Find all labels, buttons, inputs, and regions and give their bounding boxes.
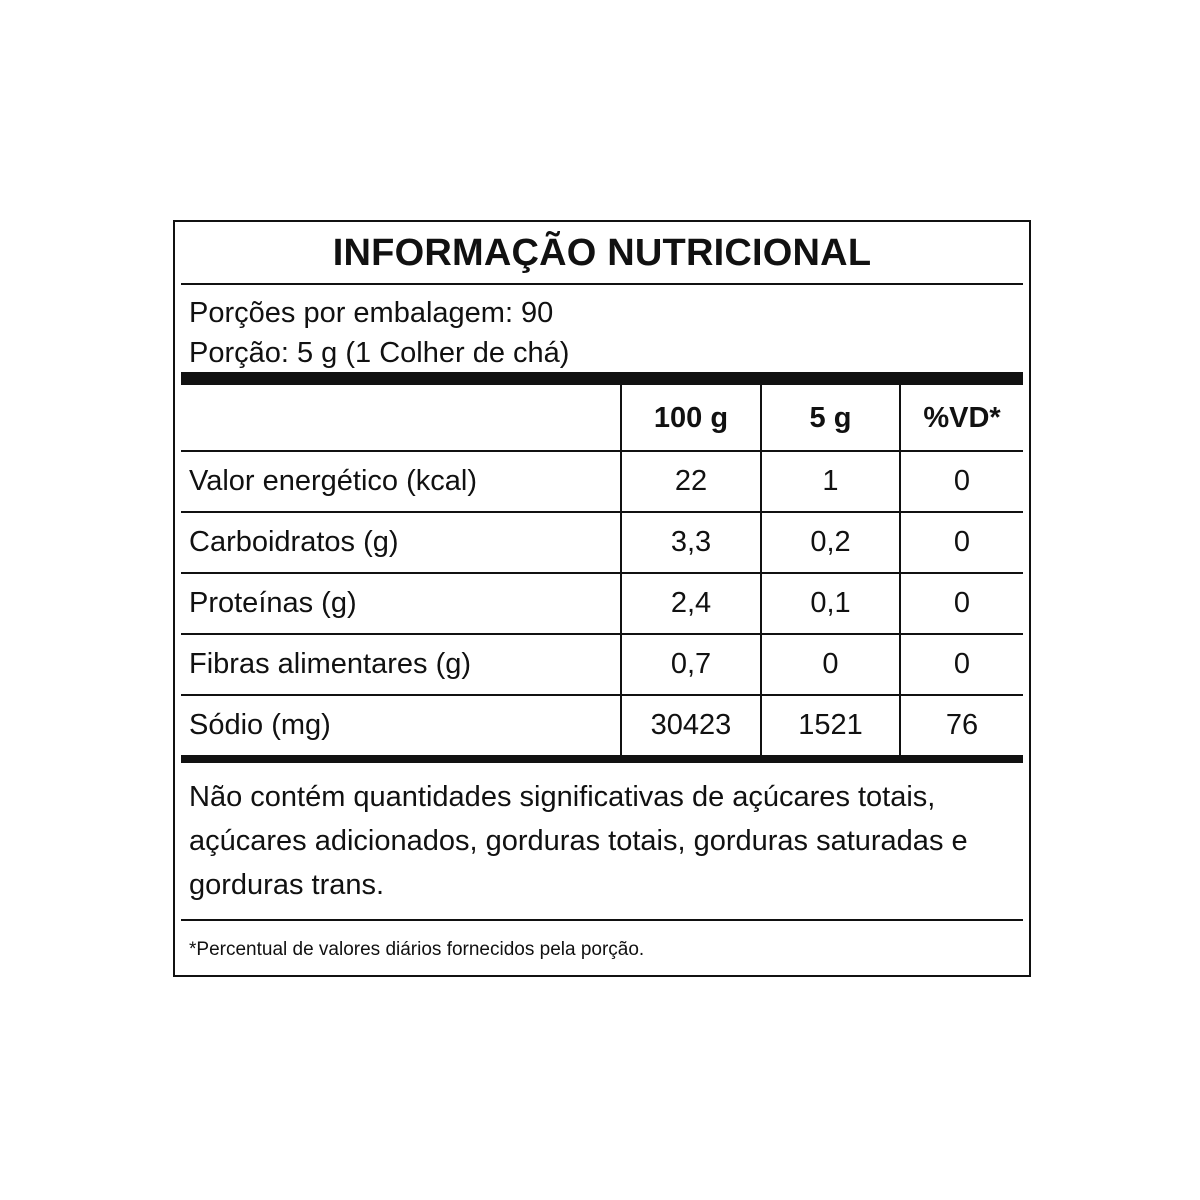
value-100g: 0,7 — [621, 634, 761, 695]
nutrient-name: Valor energético (kcal) — [181, 451, 621, 512]
value-5g: 1521 — [761, 695, 900, 755]
table-row — [181, 695, 1023, 755]
value-100g: 22 — [621, 451, 761, 512]
value-vd: 0 — [900, 512, 1023, 573]
value-vd: 0 — [900, 573, 1023, 634]
not-significant-note: Não contém quantidades significativas de açúcares totais, açúcares adicionados, gorduras totais, gorduras saturadas e gorduras trans. — [181, 763, 1023, 921]
value-vd: 76 — [900, 695, 1023, 755]
servings-per-package: Porções por embalagem: 90 — [189, 297, 554, 329]
table-row — [181, 573, 1023, 634]
value-100g: 2,4 — [621, 573, 761, 634]
nutrition-table — [181, 385, 1023, 755]
column-header-100g: 100 g — [621, 385, 761, 451]
label-title: INFORMAÇÃO NUTRICIONAL — [181, 222, 1023, 285]
value-vd: 0 — [900, 451, 1023, 512]
table-bottom-divider — [181, 755, 1023, 763]
value-5g: 1 — [761, 451, 900, 512]
value-5g: 0,1 — [761, 573, 900, 634]
table-row — [181, 451, 1023, 512]
value-100g: 30423 — [621, 695, 761, 755]
daily-value-footnote: *Percentual de valores diários fornecidos pela porção. — [189, 939, 645, 960]
column-header-vd: %VD* — [900, 385, 1023, 451]
nutrient-name: Fibras alimentares (g) — [181, 634, 621, 695]
value-5g: 0 — [761, 634, 900, 695]
table-header-row — [181, 385, 1023, 451]
thick-divider — [181, 372, 1023, 385]
value-vd: 0 — [900, 634, 1023, 695]
nutrient-name: Carboidratos (g) — [181, 512, 621, 573]
value-5g: 0,2 — [761, 512, 900, 573]
nutrition-facts-label — [173, 220, 1031, 977]
nutrient-name: Proteínas (g) — [181, 573, 621, 634]
table-row — [181, 634, 1023, 695]
column-header-name — [181, 385, 621, 451]
nutrient-name: Sódio (mg) — [189, 709, 331, 741]
value-100g: 3,3 — [621, 512, 761, 573]
table-row — [181, 512, 1023, 573]
column-header-5g: 5 g — [761, 385, 900, 451]
serving-size: Porção: 5 g (1 Colher de chá) — [189, 337, 570, 369]
